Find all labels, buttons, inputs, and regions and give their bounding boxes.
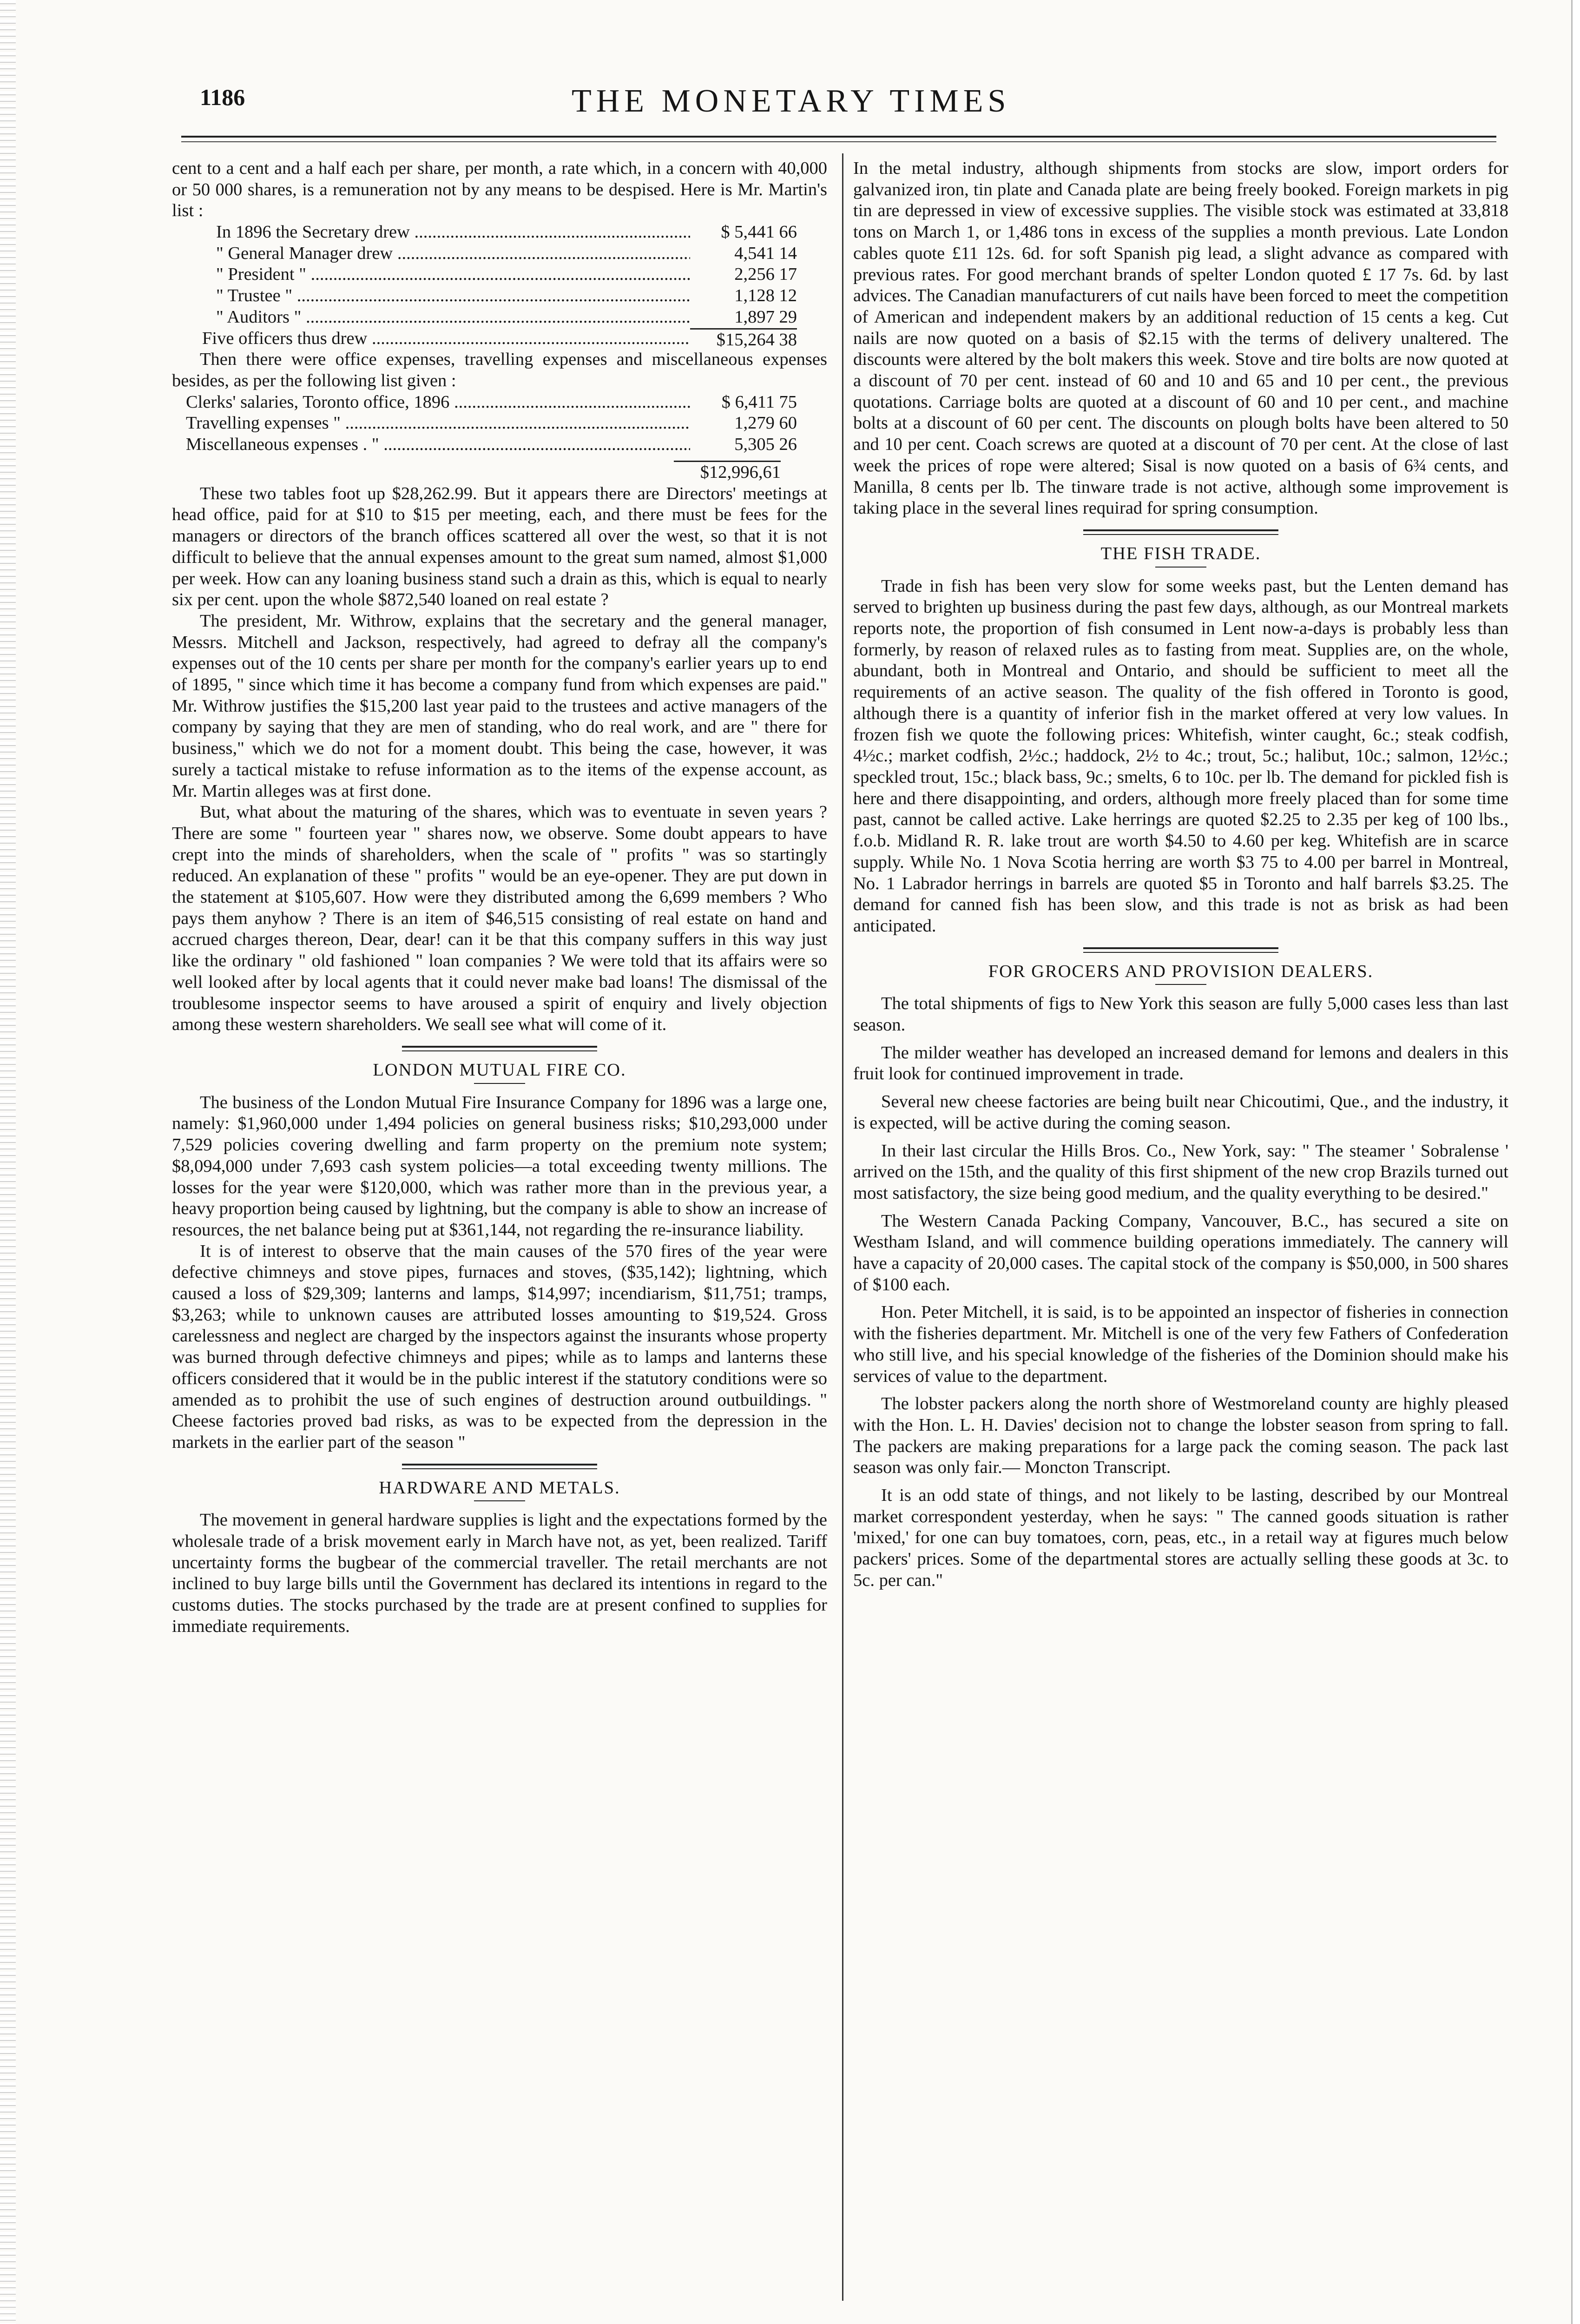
fish-paragraph: Trade in fish has been very slow for some weeks past, but the Lenten demand has served to brighten up business during the past few days, although, as our Montreal markets reports note, the proportion of fish consumed in Lent now-a-days is probably less than formerly, by reason of relaxed rules as to fasting from meat. Supplies are, on the whole, abundant, both in Montreal and Ontario, and should be sufficient to meet all the requirements of an active season. The quality of the fish offered in Toronto is good, although there is a quantity of inferior fish in the market offered at very low values. In frozen fish we quote the following prices: Whitefish, winter caught, 6c.; steak codfish, 4½c.; market codfish, 2½c.; haddock, 2½ to 4c.; trout, 5c.; halibut, 10c.; salmon, 12½c.; speckled trout, 15c.; black bass, 9c.; smelts, 6 to 10c. per lb. The demand for pickled fish is here and there disappointing, and orders, although more freely placed than for some time past, cannot be called active. Lake herrings are quoted $2.25 to 2.35 per keg of 100 lbs., f.o.b. Midland R. R. lake trout are worth $4.50 to 4.60 per keg. Whitefish are in scarce supply. While No. 1 Nova Scotia herring are worth $3 75 to 4.00 per barrel in Montreal, No. 1 Labrador herrings in barrels are quoted $5 in Toronto and half barrels $3.25. The demand for canned fish has been slow, and this trade is not as brisk as had been anticipated. bbox=[853, 576, 1508, 936]
lobster-paragraph: The lobster packers along the north shore of Westmoreland county are highly pleased with the Hon. L. H. Davies' decision not to change the lobster season from spring to fall. The packers are making preparations for a large pack the coming season. The pack last season was only fair.— Moncton Transcript. bbox=[853, 1394, 1508, 1478]
column-divider bbox=[842, 153, 843, 2301]
section-rule bbox=[1083, 947, 1278, 953]
right-binding-edge bbox=[1571, 0, 1580, 2324]
hardware-heading: HARDWARE AND METALS. bbox=[379, 1478, 620, 1498]
salary-row: " Trustee " ..... 1,128 12 bbox=[216, 285, 827, 307]
london-paragraph-1: The business of the London Mutual Fire Insurance Company for 1896 was a large one, namely: $1,960,000 under 1,494 policies on general business risks; $10,293,000 under 7,529 policies covering dwelling and farm property on the premium note system; $8,094,000 under 7,693 cash system policies—a total exceeding twenty millions. The losses for the year were $120,000, which was rather more than in the previous year, a heavy proportion being caused by lightning, but the company is able to show an increase of resources, the net balance being put at $361,144, not regarding the re-insurance liability. bbox=[172, 1092, 827, 1240]
mitchell-paragraph: Hon. Peter Mitchell, it is said, is to be appointed an inspector of fisheries in connection with the fisheries department. Mr. Mitchell is one of the very few Fathers of Confederation who still live, and his special knowledge of the fisheries of the Dominion should make his services of value to the department. bbox=[853, 1302, 1508, 1386]
left-binding-edge bbox=[0, 0, 16, 2324]
heading-underline bbox=[474, 1083, 525, 1084]
salary-row: " President " ..... 2,256 17 bbox=[216, 264, 827, 285]
masthead-title: THE MONETARY TIMES bbox=[572, 83, 1011, 119]
page-header bbox=[181, 79, 1515, 121]
fish-trade-heading: THE FISH TRADE. bbox=[1100, 543, 1261, 563]
section-rule bbox=[402, 1464, 597, 1469]
president-paragraph: The president, Mr. Withrow, explains that the secretary and the general manager, Messrs. Mitchell and Jackson, respectively, had agreed to defray all the company's expenses out of the 10 cents per share per month for the company's earlier years up to end of 1895, " since which time it has become a company fund from which expenses are paid." Mr. Withrow justifies the $15,200 last year paid to the trustees and active managers of the company by saying that they are men of standing, who do real work, and are " there for business," which we do not for a moment doubt. This being the case, however, it was surely a tactical mistake to refuse information as to the items of the expense account, as Mr. Martin alleges was at first done. bbox=[172, 611, 827, 801]
right-column bbox=[853, 158, 1508, 1591]
tables-paragraph: These two tables foot up $28,262.99. But it appears there are Directors' meetings at head office, paid for at $10 to $15 per meeting, each, and there must be fees for the managers or directors of the branch offices scattered all over the west, so that it is not difficult to believe that the annual expenses amount to the great sum named, almost $1,000 per week. How can any loaning business stand such a drain as this, which is equal to nearly six per cent. upon the whole $872,540 loaned on real estate ? bbox=[172, 483, 827, 610]
heading-underline bbox=[474, 1500, 525, 1501]
section-rule bbox=[402, 1046, 597, 1051]
london-mutual-heading: LONDON MUTUAL FIRE CO. bbox=[373, 1060, 626, 1080]
maturing-paragraph: But, what about the maturing of the shares, which was to eventuate in seven years ? There are some " fourteen year " shares now, we observe. Some doubt appears to have crept into the minds of shareholders, when the scale of " profits " was so startingly reduced. An explanation of these " profits " would be an eye-opener. They are put down in the statement at $105,607. How were they distributed among the 6,699 members ? Who pays them anyhow ? There is an item of $46,515 consisting of real estate on hand and accrued charges thereon, Dear, dear! can it be that this company suffers in this way just like the ordinary " old fashioned " loan companies ? We were told that its affairs were so well looked after by local agents that it could never make bad loans! The dismissal of the troublesome inspector seems to have aroused a spirit of enquiry and lively objection among these western shareholders. We seall see what will come of it. bbox=[172, 802, 827, 1035]
salary-total-row: Five officers thus drew ..... $15,264 38 bbox=[202, 328, 827, 350]
expense-row: Miscellaneous expenses . " ..... 5,305 26 bbox=[186, 434, 827, 456]
intro-paragraph: cent to a cent and a half each per share, per month, a rate which, in a concern with 40,000 or 50 000 shares, is a remuneration not by any means to be despised. Here is Mr. Martin's list : bbox=[172, 158, 827, 221]
expense-row: Travelling expenses " ..... 1,279 60 bbox=[186, 413, 827, 434]
odd-state-paragraph: It is an odd state of things, and not likely to be lasting, described by our Montreal market correspondent yesterday, when he says: " The canned goods situation is rather 'mixed,' for one can buy tomatoes, corn, peas, etc., in a retail way at figures much below packers' prices. Some of the departmental stores are actually selling these goods at 3c. to 5c. per can." bbox=[853, 1486, 1508, 1590]
expenses-intro-paragraph: Then there were office expenses, travelling expenses and miscellaneous expenses besides, as per the following list given : bbox=[172, 350, 827, 390]
heading-underline bbox=[1155, 567, 1206, 568]
expense-list bbox=[186, 392, 827, 456]
expense-total: $12,996,61 bbox=[674, 461, 781, 483]
packing-paragraph: The Western Canada Packing Company, Vancouver, B.C., has secured a site on Westham Island, and will commence building operations immediately. The cannery will have a capacity of 20,000 cases. The capital stock of the company is $50,000, in 500 shares of $100 each. bbox=[853, 1211, 1508, 1294]
page-number: 1186 bbox=[200, 84, 245, 110]
london-paragraph-2: It is of interest to observe that the main causes of the 570 fires of the year were defective chimneys and stove pipes, furnaces and stoves, ($35,142); lightning, which caused a loss of $29,309; lanterns and lamps, $14,997; incendiarism, $11,751; tramps, $3,263; while to unknown causes are attributed losses amounting to $19,524. Gross carelessness and neglect are charged by the inspectors against the insurants whose property was burned through defective chimneys and pipes; while as to lamps and lanterns these officers considered that it would be in the public interest if the statutory conditions were so amended as to prohibit the use of such engines of destruction around outbuildings. " Cheese factories proved bad risks, as was to be expected from the depression in the markets in the earlier part of the season " bbox=[172, 1241, 827, 1452]
salary-row: In 1896 the Secretary drew ..... $ 5,441 66 bbox=[216, 222, 827, 243]
header-rule bbox=[181, 136, 1496, 142]
hills-paragraph: In their last circular the Hills Bros. Co., New York, say: " The steamer ' Sobralense ' arrived on the 15th, and the quality of this first shipment of the new crop Brazils turned out most satisfactory, the size being good medium, and the quality everything to be desired." bbox=[853, 1141, 1508, 1203]
expense-row: Clerks' salaries, Toronto office, 1896 ..... $ 6,411 75 bbox=[186, 392, 827, 413]
cheese-paragraph: Several new cheese factories are being built near Chicoutimi, Que., and the industry, it is expected, will be active during the coming season. bbox=[853, 1092, 1508, 1133]
grocers-heading: FOR GROCERS AND PROVISION DEALERS. bbox=[988, 961, 1374, 981]
heading-underline bbox=[1155, 984, 1206, 985]
left-column bbox=[172, 158, 827, 1637]
figs-paragraph: The total shipments of figs to New York this season are fully 5,000 cases less than last season. bbox=[853, 994, 1508, 1035]
expense-total-row bbox=[172, 456, 827, 483]
hardware-paragraph: The movement in general hardware supplies is light and the expectations formed by the wholesale trade of a brisk movement early in March have not, as yet, been realized. Tariff uncertainty forms the bugbear of the commercial traveller. The retail merchants are not inclined to buy large bills until the Government has declared its intentions in regard to the customs duties. The stocks purchased by the trade are at present confined to supplies for immediate requirements. bbox=[172, 1510, 827, 1636]
section-rule bbox=[1083, 529, 1278, 535]
salary-list bbox=[202, 222, 827, 350]
lemons-paragraph: The milder weather has developed an increased demand for lemons and dealers in this fruit look for continued improvement in trade. bbox=[853, 1043, 1508, 1084]
salary-row: " Auditors " ..... 1,897 29 bbox=[216, 307, 827, 328]
salary-row: " General Manager drew ..... 4,541 14 bbox=[216, 243, 827, 264]
metal-paragraph: In the metal industry, although shipments from stocks are slow, import orders for galvanized iron, tin plate and Canada plate are being freely booked. Foreign markets in pig tin are depressed in view of excessive supplies. The visible stock was estimated at 33,818 tons on March 1, or 1,486 tons in excess of the supplies a month previous. Late London cables quote £11 12s. 6d. for soft Spanish pig lead, a slight advance as compared with previous rates. For good merchant brands of spelter London quoted £ 17 7s. 6d. by last advices. The Canadian manufacturers of cut nails have been forced to meet the competition of American and independent makers by an additional reduction of 15 cents a keg. Cut nails are now quoted on a basis of $2.15 with the terms of delivery unaltered. The discounts were altered by the bolt makers this week. Stove and tire bolts are now quoted at a discount of 70 per cent. instead of 60 and 10 and 65 and 10 per cent., the previous quotations. Carriage bolts are quoted at a discount of 60 and 10 per cent., and machine bolts at a discount of 60 per cent. The discounts on plough bolts have been altered to 50 and 10 per cent. Coach screws are quoted at a discount of 70 per cent. At the close of last week the prices of rope were altered; Sisal is now quoted on a basis of 6¾ cents, and Manilla, 8 cents per lb. The tinware trade is not active, although some improvement is taking place in the several lines requirad for spring consumption. bbox=[853, 158, 1508, 518]
